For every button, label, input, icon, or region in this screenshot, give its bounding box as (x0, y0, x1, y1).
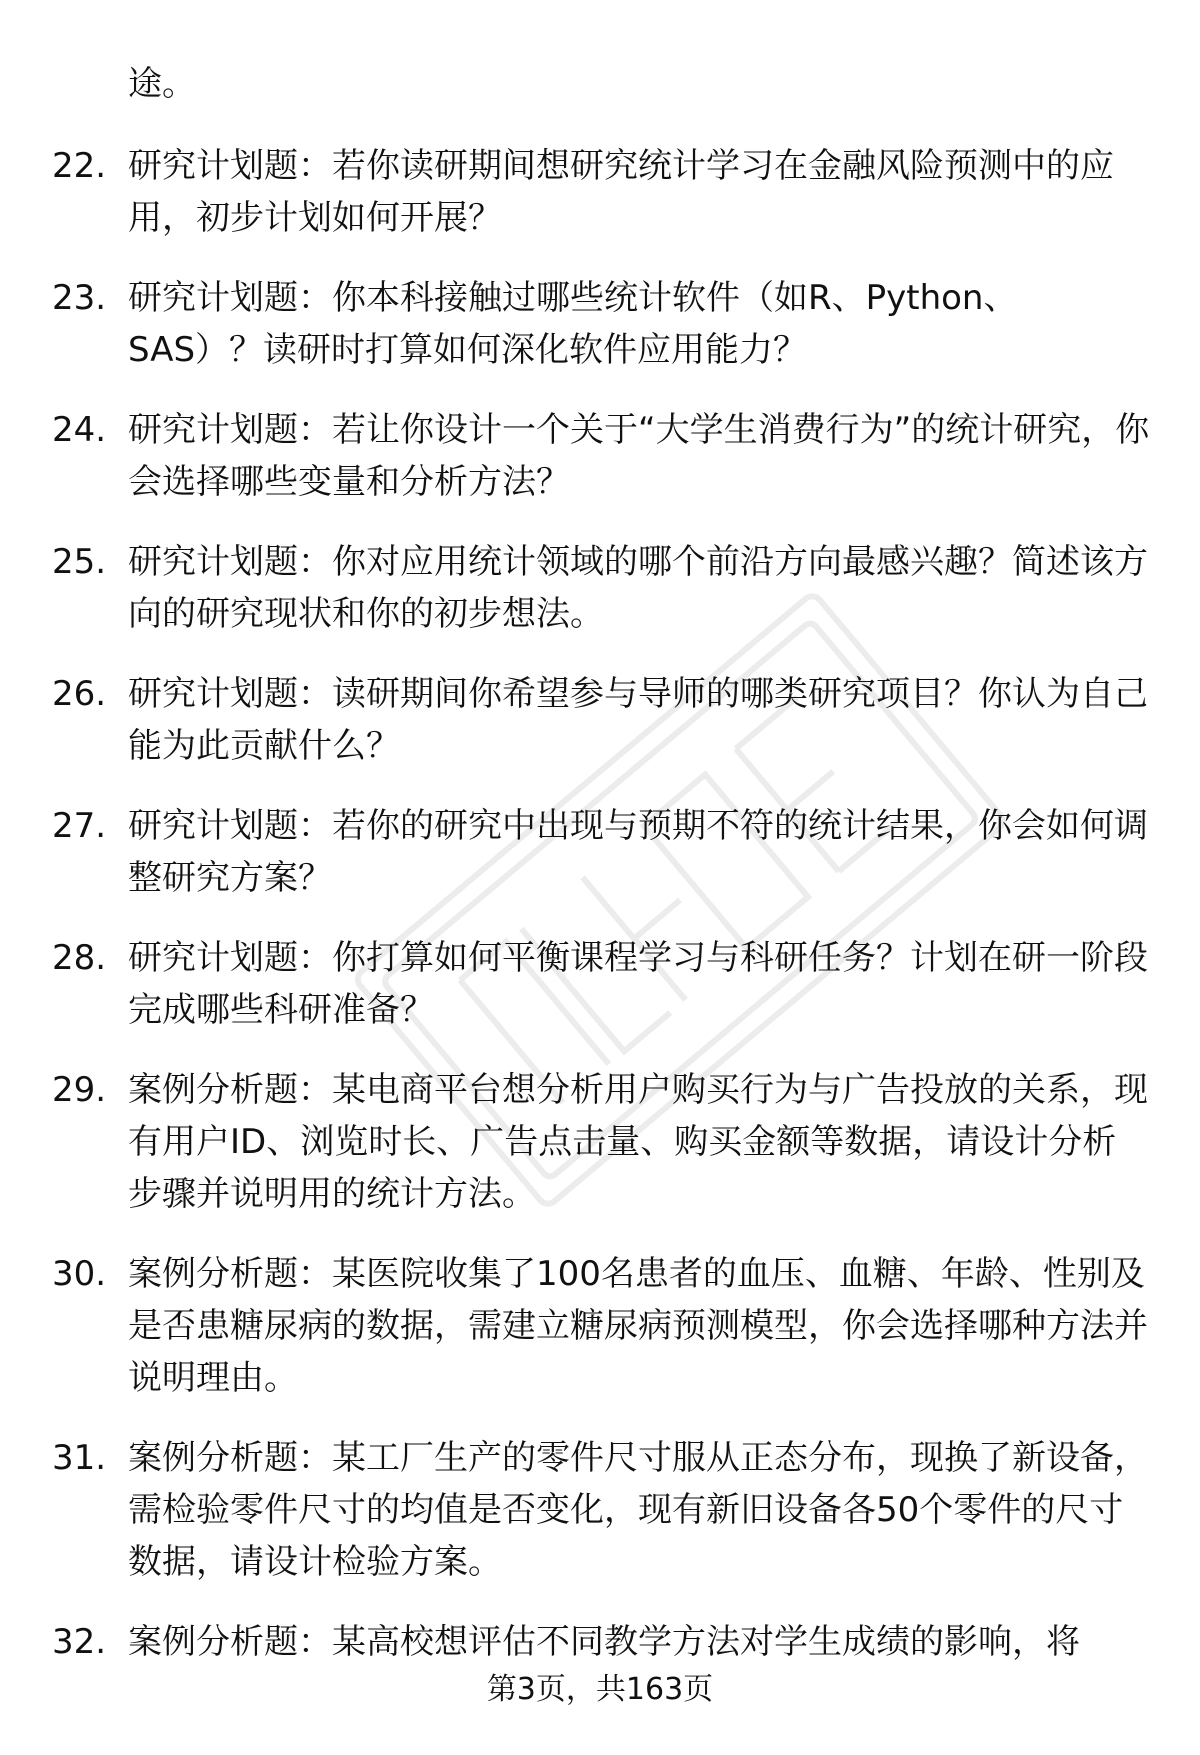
question-item (0, 932, 1200, 1036)
question-number: 28. (52, 938, 107, 978)
question-text: 案例分析题：某高校想评估不同教学方法对学生成绩的影响，将 (128, 1622, 1080, 1662)
question-text: 案例分析题：某工厂生产的零件尺寸服从正态分布，现换了新设备，需检验零件尺寸的均值是否变化，现有新旧设备各50个零件的尺寸数据，请设计检验方案。 (128, 1438, 1148, 1582)
question-item (0, 272, 1200, 376)
question-number: 22. (52, 146, 107, 186)
question-item (0, 1064, 1200, 1220)
question-item (0, 536, 1200, 640)
question-text: 研究计划题：你打算如何平衡课程学习与科研任务？计划在研一阶段完成哪些科研准备？ (128, 938, 1148, 1030)
question-number: 32. (52, 1622, 107, 1662)
question-text: 研究计划题：若你读研期间想研究统计学习在金融风险预测中的应用，初步计划如何开展？ (128, 146, 1114, 238)
question-number: 27. (52, 806, 107, 846)
question-text: 案例分析题：某电商平台想分析用户购买行为与广告投放的关系，现有用户ID、浏览时长、广告点击量、购买金额等数据，请设计分析步骤并说明用的统计方法。 (128, 1070, 1148, 1214)
question-item (0, 404, 1200, 508)
question-list (0, 140, 1200, 1696)
question-item (0, 668, 1200, 772)
question-text: 研究计划题：若让你设计一个关于“大学生消费行为”的统计研究，你会选择哪些变量和分析方法？ (128, 410, 1150, 502)
question-text: 研究计划题：若你的研究中出现与预期不符的统计结果，你会如何调整研究方案？ (128, 806, 1148, 898)
continuation-text: 途。 (128, 64, 196, 104)
question-item (0, 140, 1200, 244)
question-number: 29. (52, 1070, 107, 1110)
question-text: 研究计划题：读研期间你希望参与导师的哪类研究项目？你认为自己能为此贡献什么？ (128, 674, 1148, 766)
question-number: 31. (52, 1438, 107, 1478)
question-item (0, 1616, 1200, 1668)
question-item (0, 1432, 1200, 1588)
question-number: 26. (52, 674, 107, 714)
question-item (0, 800, 1200, 904)
question-text: 案例分析题：某医院收集了100名患者的血压、血糖、年龄、性别及是否患糖尿病的数据，需建立糖尿病预测模型，你会选择哪种方法并说明理由。 (128, 1254, 1148, 1398)
page-footer: 第3页，共163页 (486, 1672, 714, 1707)
question-text: 研究计划题：你本科接触过哪些统计软件（如R、Python、SAS）？读研时打算如何深化软件应用能力？ (128, 278, 1018, 370)
question-number: 24. (52, 410, 107, 450)
question-number: 30. (52, 1254, 107, 1294)
question-number: 23. (52, 278, 107, 318)
question-number: 25. (52, 542, 107, 582)
question-text: 研究计划题：你对应用统计领域的哪个前沿方向最感兴趣？简述该方向的研究现状和你的初步想法。 (128, 542, 1148, 634)
question-item (0, 1248, 1200, 1404)
